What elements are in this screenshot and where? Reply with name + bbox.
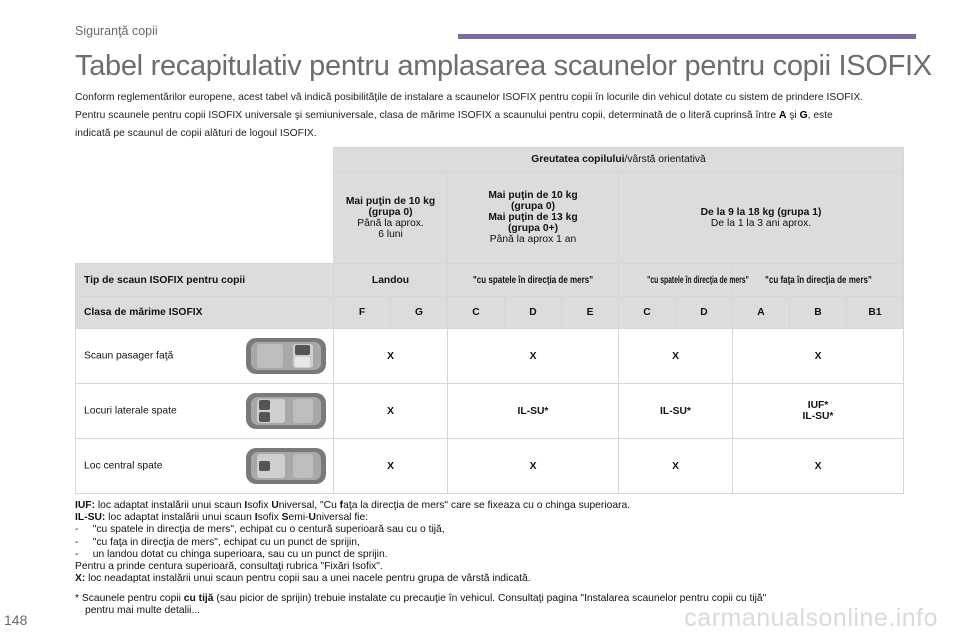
- table-row: [76, 329, 904, 384]
- intro-line-3: indicată pe scaunul de copii alături de logoul ISOFIX.: [75, 128, 317, 139]
- weight-header: Greutatea copilului/vârstă orientativă: [334, 148, 904, 172]
- cell-value: X: [448, 439, 619, 494]
- cell-value: X: [334, 384, 448, 439]
- table-row: [76, 439, 904, 494]
- legend-ilsu: IL-SU: loc adaptat instalării unui scaun Isofix Semi-Universal fie:: [75, 512, 369, 524]
- intro-line-1: Conform reglementărilor europene, acest tabel vă indică posibilităţile de instalare a scaunelor ISOFIX pentru copii în locurile din vehicul dotate cu sistem de prindere ISOFIX.: [75, 92, 864, 103]
- type-landou: Landou: [334, 264, 448, 297]
- type-forward-facing: "cu faţa în direcţia de mers": [733, 264, 904, 297]
- class-cell: B1: [847, 297, 904, 329]
- type-rear-facing-1: "cu spatele în direcţia de mers": [448, 264, 619, 297]
- footnote: * Scaunele pentru copii cu tijă (sau picior de sprijin) trebuie instalate cu precauţie în vehicul. Consultaţi pagina "Instalarea scaunelor pentru copii cu tijă" pentru mai multe detalii...: [75, 593, 767, 617]
- type-label: Tip de scaun ISOFIX pentru copii: [76, 264, 334, 297]
- cell-value: X: [619, 439, 733, 494]
- intro-paragraph: [75, 89, 905, 143]
- cell-value: X: [334, 329, 448, 384]
- legend-fixing: Pentru a prinde centura superioară, consultaţi rubrica "Fixări Isofix".: [75, 561, 383, 573]
- cell-value: X: [733, 329, 904, 384]
- class-cell: C: [448, 297, 505, 329]
- cell-value: IUF* IL-SU*: [733, 384, 904, 439]
- cell-value: X: [733, 439, 904, 494]
- page-number: 148: [4, 612, 28, 628]
- intro-line-2: Pentru scaunele pentru copii ISOFIX universale şi semiuniversale, clasa de mărime ISOFIX a scaunului pentru copii, determinată de o literă cuprinsă între A şi G, este: [75, 110, 833, 121]
- seat-rear-sides: Locuri laterale spate: [76, 384, 334, 439]
- table-row: [76, 384, 904, 439]
- class-cell: E: [562, 297, 619, 329]
- header-accent-bar: [458, 34, 916, 39]
- class-cell: D: [676, 297, 733, 329]
- class-cell: D: [505, 297, 562, 329]
- class-cell: F: [334, 297, 391, 329]
- legend-bullet: - "cu faţa in direcţia de mers", echipat cu un punct de sprijin,: [75, 536, 360, 548]
- cell-value: IL-SU*: [448, 384, 619, 439]
- cell-value: X: [619, 329, 733, 384]
- watermark: carmanualsonline.info: [684, 604, 938, 632]
- page-title: Tabel recapitulativ pentru amplasarea scaunelor pentru copii ISOFIX: [75, 50, 932, 82]
- table-corner-2: [76, 172, 334, 264]
- isofix-table: [75, 147, 904, 494]
- group-0plus-header: Mai puţin de 10 kg (grupa 0) Mai puţin de 13 kg (grupa 0+) Până la aprox 1 an: [448, 172, 619, 264]
- cell-value: X: [334, 439, 448, 494]
- type-rear-facing-2: "cu spatele în direcţia de mers": [619, 264, 733, 297]
- legend-bullet: - "cu spatele in direcţia de mers", echipat cu o centură superioară sau cu o tijă,: [75, 524, 445, 536]
- class-cell: G: [391, 297, 448, 329]
- legend-bullet: - un landou dotat cu chinga superioara, sau cu un punct de sprijin.: [75, 548, 388, 560]
- legend: [75, 500, 915, 585]
- cell-value: IL-SU*: [619, 384, 733, 439]
- section-label: Siguranţă copii: [75, 24, 158, 38]
- car-rear-side-seats-icon: [245, 391, 327, 431]
- seat-front-passenger: Scaun pasager faţă: [76, 329, 334, 384]
- cell-value: X: [448, 329, 619, 384]
- table-corner: [76, 148, 334, 172]
- class-cell: C: [619, 297, 676, 329]
- seat-rear-center: Loc central spate: [76, 439, 334, 494]
- car-rear-center-seat-icon: [245, 446, 327, 486]
- class-label: Clasa de mărime ISOFIX: [76, 297, 334, 329]
- legend-x: X: loc neadaptat instalării unui scaun pentru copii sau a unei nacele pentru grupa de vârstă indicată.: [75, 573, 531, 585]
- class-cell: A: [733, 297, 790, 329]
- legend-iuf: IUF: loc adaptat instalării unui scaun Isofix Universal, "Cu faţa la direcţia de mers" care se fixeaza cu o chinga superioara.: [75, 500, 631, 511]
- class-cell: B: [790, 297, 847, 329]
- car-front-seat-icon: [245, 336, 327, 376]
- group-0-header: Mai puţin de 10 kg (grupa 0) Până la aprox. 6 luni: [334, 172, 448, 264]
- group-1-header: De la 9 la 18 kg (grupa 1) De la 1 la 3 ani aprox.: [619, 172, 904, 264]
